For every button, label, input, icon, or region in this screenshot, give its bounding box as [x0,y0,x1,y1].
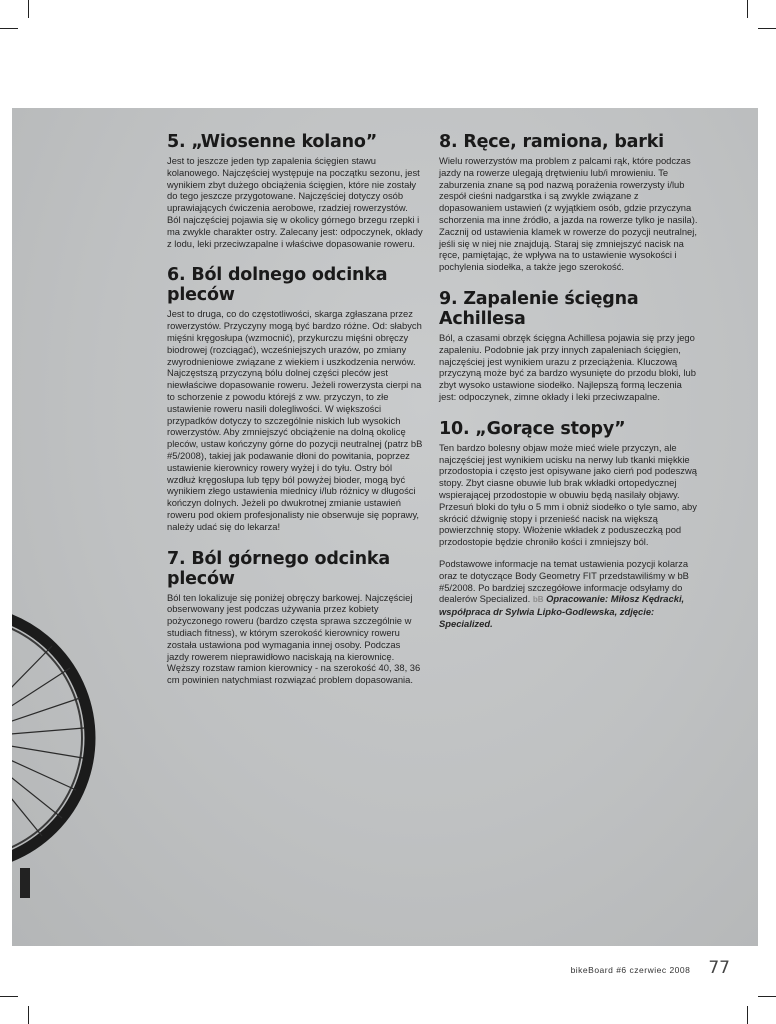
section-paragraph: Ten bardzo bolesny objaw może mieć wiele przyczyn, ale najczęściej jest wynikiem ucisku na nerwy lub tkanki miękkie przodostopia i często jest opisywane jako cierń pod podeszwą stopy. Zbyt ciasne obuwie lub brak wkładki ortopedycznej wspierającej przodostopie w obuwiu będą nasilały objawy. Przesuń bloki do tyłu o 5 mm i obniż siodełko o tyle samo, aby skrócić dźwignię stopy i przenieść nacisk na większą powierzchnię stopy. Włożenie wkładek z poduszeczką pod przodostopie będzie chroniło kości i zmniejszy ból. [439,441,697,548]
crop-mark [28,1006,29,1024]
section-gorace-stopy [439,419,701,630]
crop-mark [758,28,776,29]
bicycle-wheel-image [12,568,102,898]
section-paragraph: Jest to druga, co do częstotliwości, skarga zgłaszana przez rowerzystów. Przyczyny mogą być bardzo różne. Od: słabych mięśni kręgosłupa (wzmocnić), przykurczu mięśni obręczy biodrowej (rozciągać), wcześniejszych urazów, po zmiany zwyrodnieniowe związane z wiekiem i uszkodzenia nerwów. Najczęstszą przyczyną bólu dolnej części pleców jest niewłaściwe dopasowanie roweru. Jeżeli rowerzysta cierpi na to schorzenie z powodu którejś z ww. przyczyn, to złe ustawienie roweru nasili dolegliwości. W większości przypadków dotyczy to szczególnie niskich lub wysokich rowerzystów. Aby zmniejszyć obciążenie na dolną okolicę pleców, ustaw kończyny górne do pozycji neutralnej (patrz bB #5/2008), takiej jak podawanie dłoni do powitania, poprzez ustawienie kierownicy rowerу wyżej i do tyłu. Ostry ból wzdłuż kręgosłupa lub tępy ból powyżej bioder, mogą być wynikiem złego ustawienia miednicy i/lub różnicy w długości kończyn dolnych. Jeżeli po dwukrotnej zmianie ustawień roweru pod okiem profesjonalisty nie obserwuje się poprawy, należy udać się do lekarza! [167,308,423,532]
section-heading: 7. Ból górnego odcinka pleców [167,548,390,589]
bikeboard-logo: bB [532,595,544,605]
section-paragraph: Wielu rowerzystów ma problem z palcami rąk, które podczas jazdy na rowerze ulegają drętwieniu lub/i mrowieniu. Te zaburzenia znane są pod nazwą porażenia rowerzysty i/lub zespół cieśni nadgarstka i są zwykle związane z dopasowaniem ustawień (z wyjątkiem osób, gdzie przyczyna schorzenia ma inne źródło, a jazda na rowerze tylko je nasila). Zacznij od ustawienia klamek w rowerze do pozycji neutralnej, jeśli się w niej nie znajdują. Staraj się zmniejszyć nacisk na ręce, pamiętając, że wpływa na to ustawienie wysokości i pochylenia siodełka, a także jego szerokość. [439,155,698,273]
section-wiosenne-kolano [167,132,423,249]
publication-info: bikeBoard #6 czerwiec 2008 [570,965,691,975]
section-heading: 8. Ręce, ramiona, barki [439,132,664,152]
author-credit: Opracowanie: Miłosz Kędracki, współpraca dr Sylwia Lipko-Godlewska, zdjęcie: Specialized. [439,593,685,629]
closing-text: Podstawowe informacje na temat ustawienia pozycji kolarza oraz te dotyczące Body Geometry FIT przedstawiliśmy w bB #5/2008. Po bardziej szczegółowe informacje odsyłamy do dealerów Specialized. [439,557,689,605]
page-number: 77 [708,958,730,978]
right-column [439,132,701,646]
section-paragraph: Ból, a czasami obrzęk ścięgna Achillesa pojawia się przy jego zapaleniu. Podobnie jak przy innych zapaleniach ścięgien, najczęściej jest wynikiem urazu z przeciążenia. Kluczową przyczyną może być za bardzo wysunięte do przodu bloki, lub zbyt wysoko ustawione siodełko. Najlepszą formą leczenia jest: odpoczynek, zimne okłady i leki przeciwzapalne. [439,331,696,402]
section-heading: 9. Zapalenie ścięgna Achillesa [439,288,639,329]
crop-mark [28,0,29,18]
article-panel [12,108,758,946]
section-zapalenie-achillesa [439,289,701,403]
section-paragraph: Ból ten lokalizuje się poniżej obręczy barkowej. Najczęściej obserwowany jest podczas używania przez kobiety pożyczonego roweru (bardzo częsta sprawa szczególnie w studiach fitness), w którym szerokość kierownicy roweru została ustawiona pod wymagania innej osoby. Podczas jazdy rowerem nieprawidłowo naciskają na kierownicę. Węższy rozstaw ramion kierownicy - na szerokość 40, 38, 36 cm powinien natychmiast rozwiązać problem dopasowania. [167,591,421,686]
crop-mark [758,996,776,997]
section-bol-gornego-odcinka [167,549,423,686]
section-paragraph-closing [439,558,701,630]
crop-mark [0,28,18,29]
section-rece-ramiona-barki [439,132,701,273]
crop-mark [747,0,748,18]
section-heading: 10. „Gorące stopy” [439,418,626,439]
crop-mark [0,996,18,997]
page-footer [571,958,730,978]
crop-mark [747,1006,748,1024]
section-paragraph: Jest to jeszcze jeden typ zapalenia ścięgien stawu kolanowego. Najczęściej występuje na początku sezonu, jest wynikiem zbyt dużego obciążenia ścięgien, które nie zostały do tego jeszcze przygotowane. Najczęściej dotyczy osób uprawiających ćwiczenia aerobowe, rzadziej rowerzystów. Ból najczęściej pojawia się w okolicy górnego brzegu rzepki i ma zwykle charakter ostry. Zalecany jest: odpoczynek, okłady z lodu, leki przeciwzapalne i właściwe dopasowanie roweru. [167,155,423,249]
left-column [167,132,423,702]
section-heading: 6. Ból dolnego odcinka pleców [167,265,388,306]
section-bol-dolnego-odcinka [167,265,423,532]
section-heading: 5. „Wiosenne kolano” [167,132,378,152]
